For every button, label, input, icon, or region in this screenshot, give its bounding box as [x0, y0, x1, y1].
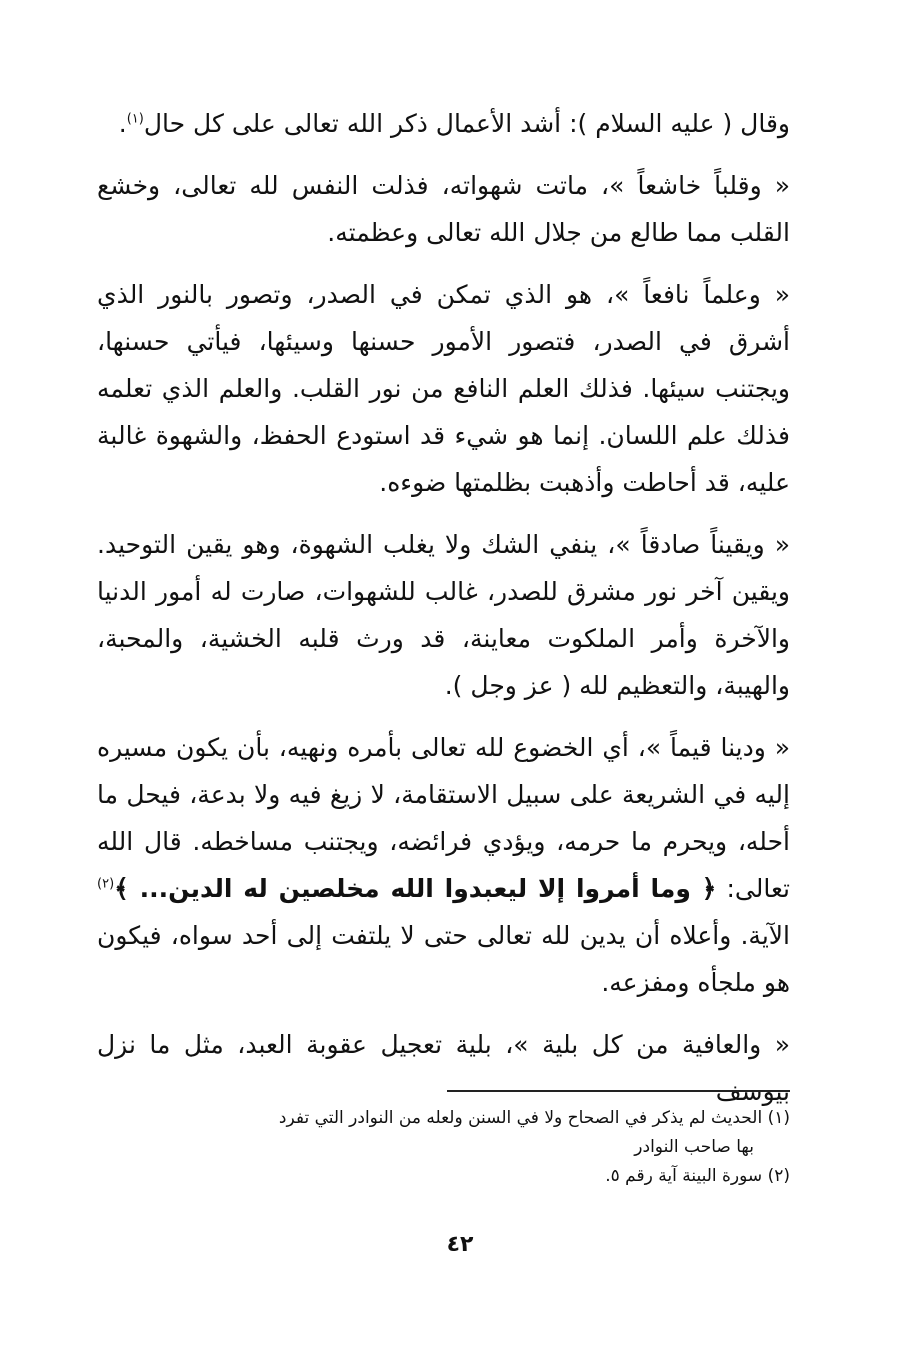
paragraph-1-end: . [118, 109, 127, 138]
footnote-2-text: سورة البينة آية رقم ٥. [605, 1166, 763, 1186]
paragraph-2: « وقلباً خاشعاً »، ماتت شهواته، فذلت النفس لله تعالى، وخشع القلب مما طالع من جلال الله تعالى وعظمته. [97, 171, 790, 247]
footnotes [97, 1104, 790, 1191]
footnote-ref-1: (١) [126, 111, 144, 127]
footnote-1-text: الحديث لم يذكر في الصحاح ولا في السنن ولعله من النوادر التي تفرد [278, 1108, 763, 1128]
main-text [97, 100, 790, 1130]
paragraph-6: « والعافية من كل بلية »، بلية تعجيل عقوبة العبد، مثل ما نزل بيوسف [97, 1030, 790, 1106]
footnote-2-label: (٢) [767, 1166, 790, 1186]
paragraph-5-continuation: الآية. وأعلاه أن يدين لله تعالى حتى لا يلتفت إلى أحد سواه، فيكون هو ملجأه ومفزعه. [97, 921, 790, 997]
paragraph-5-text: « ودينا قيماً »، أي الخضوع لله تعالى بأمره ونهيه، بأن يكون مسيره إليه في الشريعة على سبيل الاستقامة، لا زيغ فيه ولا بدعة، فيحل ما أحله، ويحرم ما حرمه، ويؤدي فرائضه، ويجتنب مساخطه. قال الله تعالى: [97, 733, 790, 903]
paragraph-5 [97, 724, 790, 1006]
footnote-2 [97, 1162, 790, 1191]
page-number: ٤٢ [446, 1232, 474, 1257]
footnote-divider [447, 1090, 790, 1092]
footnote-ref-2: (٢) [97, 876, 115, 892]
footnote-1-label: (١) [767, 1108, 790, 1128]
footnote-1-continuation: بها صاحب النوادر [634, 1137, 754, 1157]
paragraph-1-text: وقال ( عليه السلام ): أشد الأعمال ذكر الله تعالى على كل حال [143, 109, 790, 138]
quran-quote: ﴿ وما أمروا إلا ليعبدوا الله مخلصين له الدين... ﴾ [114, 874, 717, 903]
footnote-1 [97, 1104, 790, 1162]
paragraph-3: « وعلماً نافعاً »، هو الذي تمكن في الصدر، وتصور بالنور الذي أشرق في الصدر، فتصور الأمور حسنها وسيئها، فيأتي حسنها، ويجتنب سيئها. فذلك العلم النافع من نور القلب. والعلم الذي تعلمه فذلك علم اللسان. إنما هو شيء قد استودع الحفظ، والشهوة غالبة عليه، قد أحاطت وأذهبت بظلمتها ضوءه. [97, 280, 790, 497]
paragraph-1 [97, 100, 790, 147]
paragraph-4: « ويقيناً صادقاً »، ينفي الشك ولا يغلب الشهوة، وهو يقين التوحيد. ويقين آخر نور مشرق للصدر، غالب للشهوات، صارت له أمور الدنيا والآخرة وأمر الملكوت معاينة، قد ورث قلبه الخشية، والمحبة، والهيبة، والتعظيم لله ( عز وجل ). [97, 530, 790, 700]
